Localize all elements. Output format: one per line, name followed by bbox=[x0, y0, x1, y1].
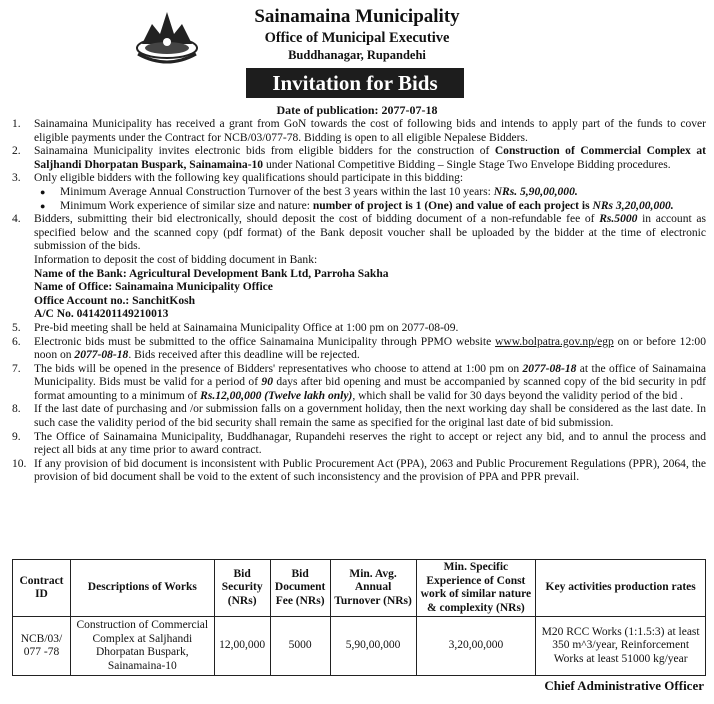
text-run: , which shall be valid for 30 days beyond the validity period of the bid . bbox=[352, 389, 683, 402]
office-name: Office of Municipal Executive bbox=[264, 30, 450, 46]
column-header: Contract ID bbox=[13, 560, 71, 617]
experience-amount: NRs 3,20,00,000. bbox=[592, 199, 674, 212]
list-item bbox=[12, 336, 706, 363]
office-name-bank: Name of Office: Sainamaina Municipality Office bbox=[34, 281, 273, 294]
item-number: 7. bbox=[12, 362, 21, 375]
notice-title-banner: Invitation for Bids bbox=[246, 68, 464, 98]
text-run: Minimum Work experience of similar size and nature: bbox=[60, 199, 313, 212]
table-cell: NCB/03/ 077 -78 bbox=[13, 617, 71, 676]
table-header-row bbox=[13, 560, 706, 617]
item-text: Sainamaina Municipality has received a grant from GoN towards the cost of following bids and intends to apply part of the funds to cover eligible payments under the Contract for NCB/03/077-78. Bidding is open to all eligible Nepalese Bidders. bbox=[34, 118, 706, 144]
account-number: A/C No. 0414201149210013 bbox=[34, 308, 169, 321]
text-run: on or before 12:00 noon on bbox=[34, 335, 706, 362]
list-item bbox=[12, 145, 706, 172]
bullet-icon: ● bbox=[40, 186, 46, 197]
list-item bbox=[12, 458, 706, 485]
text-run: days after bid opening and must be accompanied by scanned copy of the bid security in pdf format amounting to a minimum of bbox=[34, 376, 706, 402]
bullet-icon: ● bbox=[40, 200, 46, 211]
item-number: 3. bbox=[12, 172, 21, 185]
item-number: 2. bbox=[12, 145, 21, 158]
text-run: Only eligible bidders with the following key qualifications should participate in this bidding: bbox=[34, 172, 464, 185]
validity-days: 90 bbox=[261, 376, 273, 389]
column-header: Descriptions of Works bbox=[70, 560, 214, 617]
list-item bbox=[12, 118, 706, 145]
bid-security-amount: Rs.12,00,000 (Twelve lakh only) bbox=[200, 389, 353, 402]
item-number: 1. bbox=[12, 118, 21, 130]
column-header: Bid Document Fee (NRs) bbox=[270, 560, 330, 617]
table-cell: 12,00,000 bbox=[214, 617, 270, 676]
notice-items bbox=[12, 118, 706, 485]
item-text bbox=[34, 336, 706, 363]
publication-date: Date of publication: 2077-07-18 bbox=[276, 103, 438, 117]
column-header: Key activities production rates bbox=[536, 560, 706, 617]
item-number: 5. bbox=[12, 321, 21, 334]
item-text bbox=[34, 363, 706, 404]
item-number: 6. bbox=[12, 335, 21, 348]
item-text bbox=[34, 145, 706, 172]
text-run: at the office of Sainamaina Municipality. Bids must be valid for a period of bbox=[34, 362, 707, 389]
municipality-name: Sainamaina Municipality bbox=[254, 6, 460, 27]
list-item bbox=[12, 322, 706, 336]
signatory-title: Chief Administrative Officer bbox=[544, 678, 704, 693]
opening-date: 2077-08-18 bbox=[522, 362, 577, 375]
text-run: . Bids received after this deadline will be rejected. bbox=[128, 349, 360, 362]
list-item bbox=[12, 363, 706, 404]
bank-name: Name of the Bank: Agricultural Development Bank Ltd, Parroha Sakha bbox=[34, 267, 389, 280]
item-text: Pre-bid meeting shall be held at Sainamaina Municipality Office at 1:00 pm on 2077-08-09. bbox=[34, 321, 459, 334]
item-text bbox=[34, 213, 706, 322]
table-cell: 5000 bbox=[270, 617, 330, 676]
submission-date: 2077-08-18 bbox=[74, 349, 129, 362]
document-fee: Rs.5000 bbox=[599, 213, 638, 226]
bank-info-intro: Information to deposit the cost of bidding document in Bank: bbox=[34, 253, 318, 266]
list-item bbox=[12, 431, 706, 458]
project-name: Construction of Commercial Complex at Saljhandi Dhorpatan Buspark, Sainamaina-10 bbox=[34, 145, 706, 171]
text-run: The bids will be opened in the presence of Bidders' representatives who choose to attend at 1:00 pm on bbox=[34, 362, 523, 375]
text-run: number of project is 1 (One) and value of each project is bbox=[312, 199, 593, 212]
text-run: Sainamaina Municipality invites electronic bids from eligible bidders for the construction of bbox=[34, 145, 495, 158]
item-text: If the last date of purchasing and /or submission falls on a government holiday, then the next working day shall be considered as the last date. In such case the validity period of the bid security shall remain the same as specified for the original last date of bid submission. bbox=[34, 403, 706, 430]
letterhead bbox=[0, 4, 714, 68]
bid-details-table bbox=[12, 559, 706, 676]
item-text bbox=[34, 172, 706, 213]
office-account: Office Account no.: SanchitKosh bbox=[34, 294, 196, 307]
column-header: Bid Security (NRs) bbox=[214, 560, 270, 617]
bank-information bbox=[34, 254, 706, 322]
text-run: Bidders, submitting their bid electronically, should deposit the cost of bidding document of a non-refundable fee of bbox=[34, 213, 600, 226]
column-header: Min. Avg. Annual Turnover (NRs) bbox=[330, 560, 416, 617]
text-run: Electronic bids must be submitted to the office Sainamaina Municipality through PPMO website bbox=[34, 335, 496, 348]
table-cell: M20 RCC Works (1:1.5:3) at least 350 m^3/year, Reinforcement Works at least 51000 kg/year bbox=[536, 617, 706, 676]
list-item bbox=[12, 213, 706, 322]
text-run: Minimum Average Annual Construction Turnover of the best 3 years within the last 10 years: bbox=[60, 185, 494, 198]
table-row bbox=[13, 617, 706, 676]
table-cell: Construction of Commercial Complex at Saljhandi Dhorpatan Buspark, Sainamaina-10 bbox=[70, 617, 214, 676]
egp-website-link[interactable]: www.bolpatra.gov.np/egp bbox=[495, 335, 614, 348]
office-address: Buddhanagar, Rupandehi bbox=[288, 48, 426, 62]
list-item bbox=[12, 172, 706, 213]
item-number: 9. bbox=[12, 430, 21, 443]
qualification-bullet bbox=[34, 186, 706, 200]
table-cell: 5,90,00,000 bbox=[330, 617, 416, 676]
item-number: 4. bbox=[12, 213, 21, 226]
column-header: Min. Specific Experience of Const work of similar nature & complexity (NRs) bbox=[416, 560, 536, 617]
qualification-bullet bbox=[34, 200, 706, 214]
turnover-amount: NRs. 5,90,00,000. bbox=[493, 185, 578, 198]
item-number: 10. bbox=[12, 457, 27, 470]
list-item bbox=[12, 403, 706, 430]
text-run: under National Competitive Bidding – Single Stage Two Envelope Bidding procedures. bbox=[263, 158, 671, 171]
table-cell: 3,20,00,000 bbox=[416, 617, 536, 676]
text-run: in account as specified below and the scanned copy (pdf format) of the Bank deposit voucher shall be uploaded by the bidder at the time of electronic submission of the bids. bbox=[34, 213, 706, 253]
item-number: 8. bbox=[12, 403, 21, 416]
item-text: If any provision of bid document is inconsistent with Public Procurement Act (PPA), 2063 and Public Procurement Regulations (PPR), 2064, the provision of bid document shall be void to the extent of such inconsistency and the provision of PPA and PPR prevail. bbox=[34, 457, 706, 484]
item-text: The Office of Sainamaina Municipality, Buddhanagar, Rupandehi reserves the right to accept or reject any bid, and to annul the process and reject all bids at any time prior to award contract. bbox=[34, 430, 706, 457]
